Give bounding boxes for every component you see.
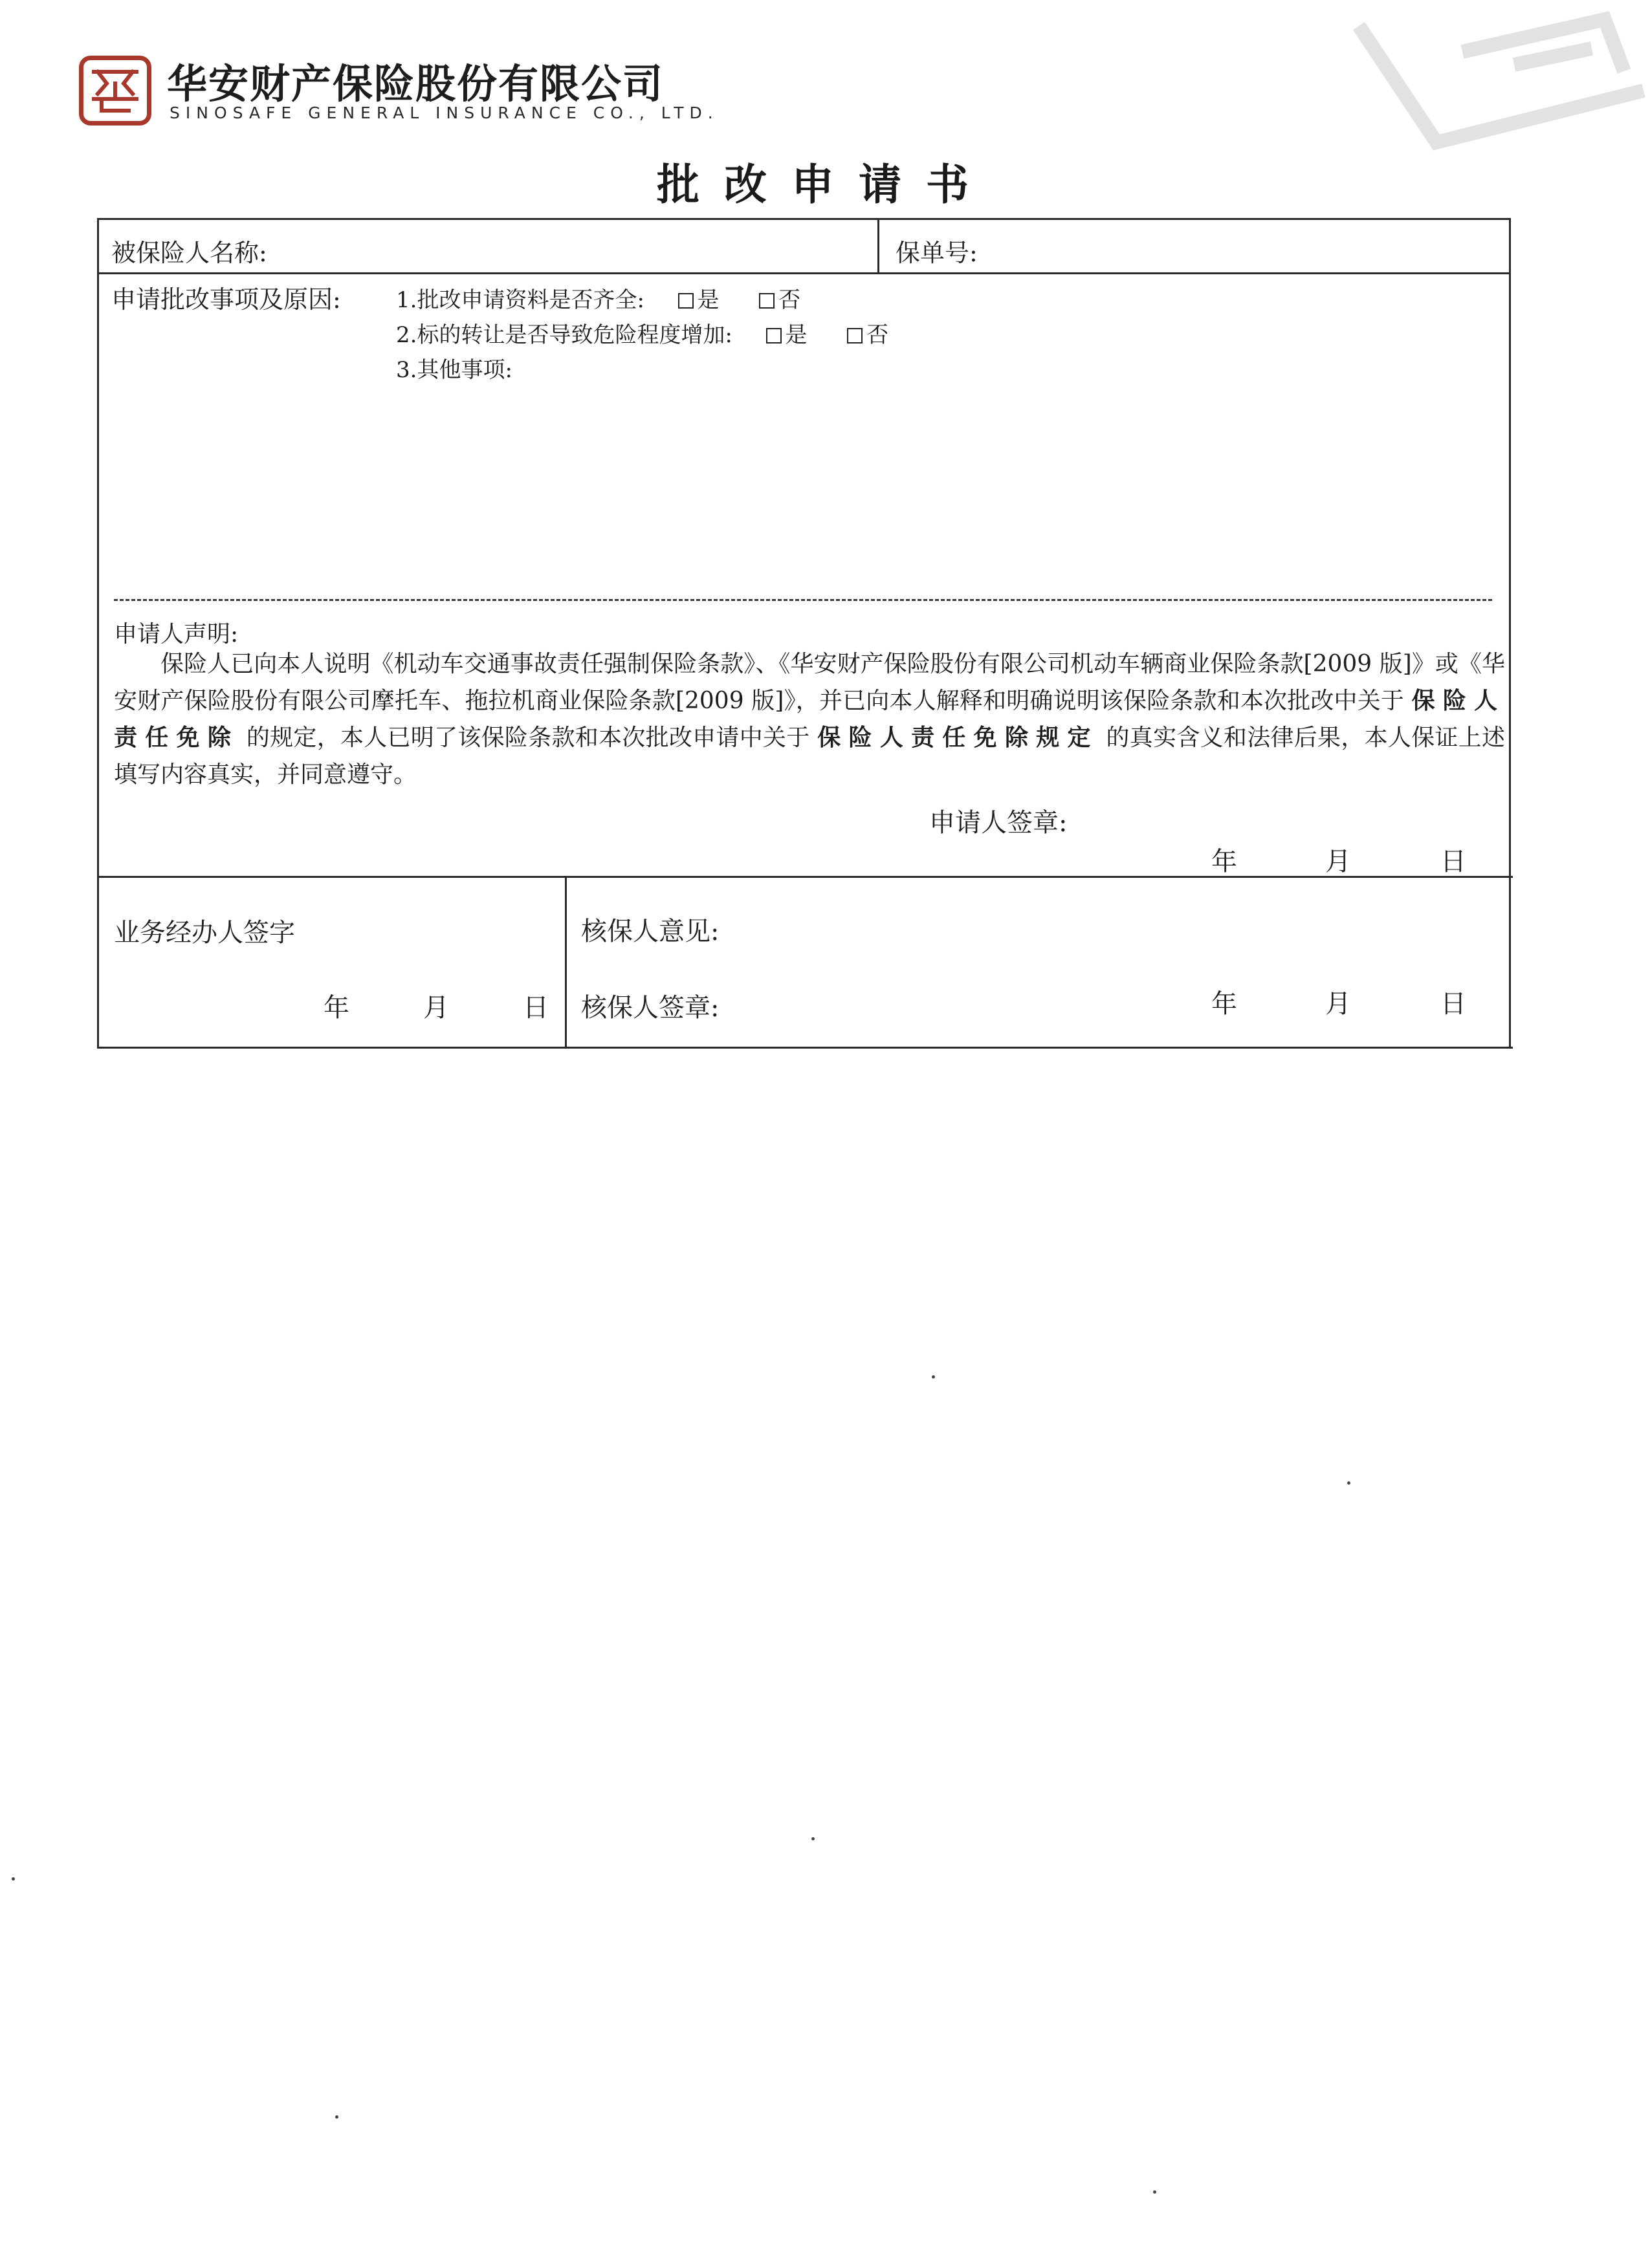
agent-sign-label: 业务经办人签字 <box>114 918 295 948</box>
checkbox-icon <box>766 328 782 343</box>
reason-item-1 <box>396 282 800 314</box>
declaration-part-3: 的真实含义和法律后果，本人保证上述填写内容真实，并同意遵守。 <box>114 725 1505 788</box>
column-divider-top <box>877 218 879 274</box>
risk-yes-label: 是 <box>785 322 808 348</box>
policy-number-label: 保单号: <box>896 239 978 267</box>
document-title: 批改申请书 <box>657 160 993 210</box>
date-day-label: 日 <box>1440 989 1466 1019</box>
underwriter-opinion-label: 核保人意见: <box>581 917 720 946</box>
declaration-heading: 申请人声明: <box>114 621 239 648</box>
table-border-right <box>1509 218 1511 1049</box>
declaration-text <box>114 646 1505 793</box>
logo-seal-icon <box>87 64 143 117</box>
reason-item-2 <box>396 317 888 349</box>
scan-speck <box>12 1877 15 1881</box>
insured-name-label: 被保险人名称: <box>111 239 267 267</box>
company-name-en: SINOSAFE GENERAL INSURANCE CO., LTD. <box>170 104 719 122</box>
risk-no-checkbox[interactable] <box>847 322 888 348</box>
scan-speck <box>1153 2190 1156 2194</box>
declaration-part-1: 保险人已向本人说明《机动车交通事故责任强制保险条款》、《华安财产保险股份有限公司机动车辆商业保险条款[2009 版]》或《华安财产保险股份有限公司摩托车、拖拉机商业保险条款[2009 版]》，并已向本人解释和明确说明该保险条款和本次批改中关于 <box>114 651 1505 714</box>
declaration-bold-1: 保险人责任免除 <box>114 688 1505 751</box>
date-month-label: 月 <box>1325 847 1351 877</box>
row-divider-2 <box>97 876 1513 878</box>
column-divider-bottom <box>565 876 567 1048</box>
complete-yes-label: 是 <box>697 287 720 313</box>
complete-no-label: 否 <box>778 287 801 313</box>
checkbox-icon <box>678 293 694 309</box>
risk-yes-checkbox[interactable] <box>766 322 808 348</box>
reason-item-1-text: 1.批改申请资料是否齐全: <box>396 287 644 313</box>
checkbox-icon <box>759 293 775 309</box>
section-dashed-divider <box>114 599 1492 601</box>
scan-speck <box>335 2115 338 2119</box>
row-divider-1 <box>97 272 1510 274</box>
reason-item-2-text: 2.标的转让是否导致危险程度增加: <box>396 322 732 348</box>
underwriter-sign-label: 核保人签章: <box>581 993 720 1023</box>
table-border-bottom <box>98 1047 1513 1049</box>
risk-no-label: 否 <box>866 322 889 348</box>
company-name-cn: 华安财产保险股份有限公司 <box>167 60 665 107</box>
date-year-label: 年 <box>1211 847 1237 877</box>
applicant-signature-label: 申请人签章: <box>929 808 1068 838</box>
scan-speck <box>1347 1481 1350 1485</box>
table-border-top <box>97 218 1510 220</box>
company-logo <box>79 56 151 125</box>
date-year-label: 年 <box>1211 989 1237 1019</box>
table-border-left <box>97 218 99 1049</box>
complete-no-checkbox[interactable] <box>759 287 800 313</box>
date-day-label: 日 <box>523 993 549 1023</box>
reason-item-3: 3.其他事项: <box>396 357 512 383</box>
checkbox-icon <box>847 328 863 343</box>
declaration-bold-2: 保险人责任免除规定 <box>817 725 1099 751</box>
date-month-label: 月 <box>1325 989 1351 1019</box>
declaration-part-2: 的规定，本人已明了该保险条款和本次批改申请中关于 <box>246 725 810 751</box>
faint-stamp-icon <box>1320 0 1650 168</box>
date-day-label: 日 <box>1440 847 1466 877</box>
scan-speck <box>811 1837 815 1840</box>
date-month-label: 月 <box>423 993 449 1023</box>
complete-yes-checkbox[interactable] <box>678 287 720 313</box>
scan-speck <box>932 1375 935 1379</box>
reason-label: 申请批改事项及原因: <box>111 285 341 314</box>
date-year-label: 年 <box>324 993 349 1023</box>
